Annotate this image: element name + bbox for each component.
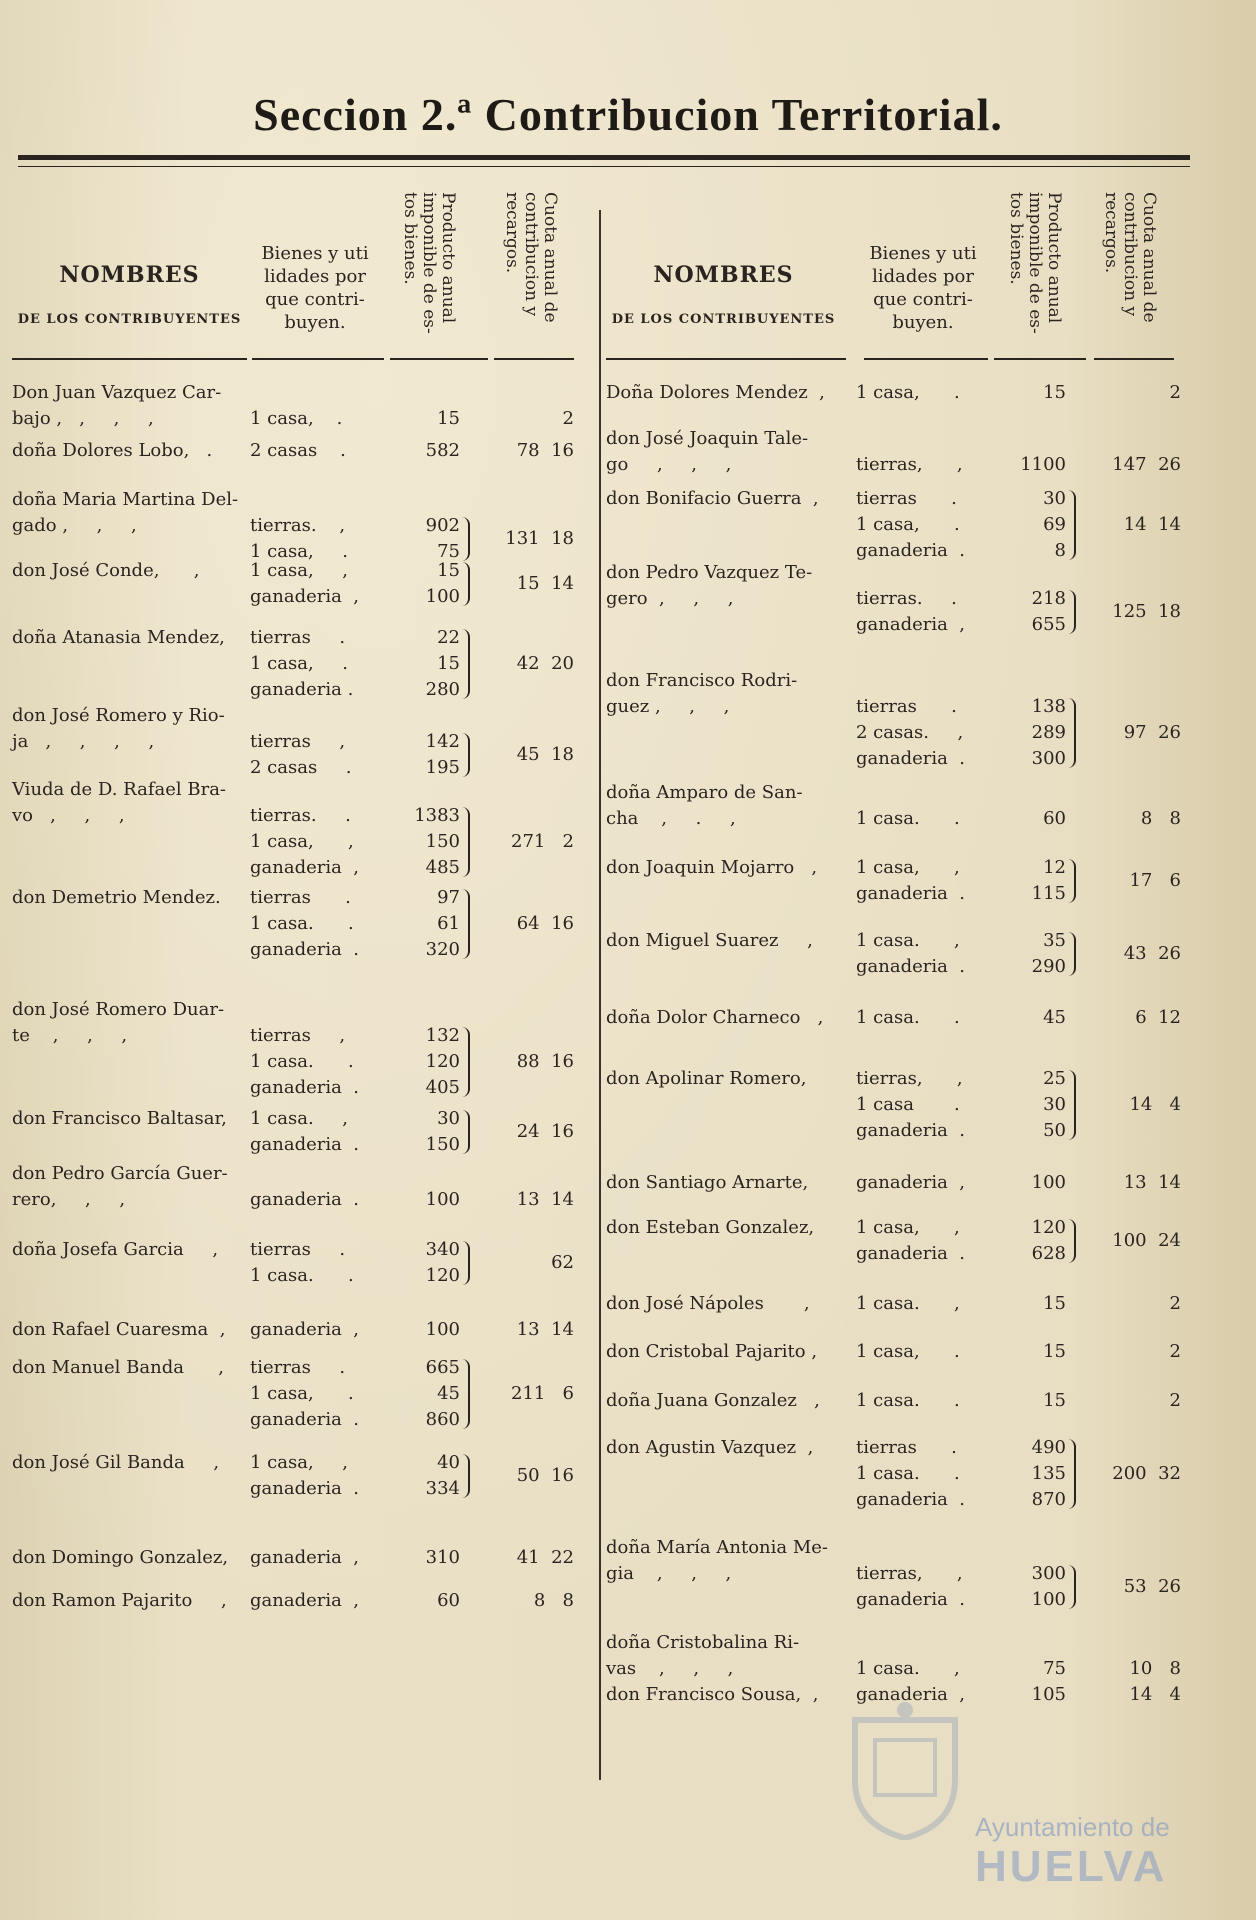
annual-product-values: 142 195: [425, 731, 460, 778]
annual-quota: 211 6: [511, 1383, 574, 1404]
annual-quota: 88 16: [516, 1051, 574, 1072]
contributor-name: don Esteban Gonzalez,: [606, 1217, 815, 1238]
watermark-line1: Ayuntamiento de: [975, 1812, 1170, 1842]
header-bienes: Bienes y uti lidades por que contri- buyen.: [869, 243, 977, 333]
annual-quota: 45 18: [516, 744, 574, 765]
brace-mark: [1068, 1439, 1076, 1509]
annual-product-values: 490 135 870: [1031, 1437, 1066, 1510]
annual-product-values: 15 100: [425, 560, 460, 607]
property-items: tierras, , ganaderia .: [856, 1563, 966, 1610]
contributor-name: don José Joaquin Tale- go , , ,: [606, 428, 809, 475]
annual-product-values: 15: [437, 408, 460, 429]
contributor-name: don Miguel Suarez ,: [606, 930, 813, 951]
brace-mark: [1068, 590, 1076, 634]
property-items: tierras . 1 casa. . ganaderia .: [856, 1437, 966, 1510]
property-items: tierras . 1 casa, . ganaderia .: [250, 627, 354, 700]
contributor-name: don Joaquin Mojarro ,: [606, 857, 818, 878]
brace-mark: [462, 562, 470, 606]
contributor-name: don Francisco Baltasar,: [12, 1108, 227, 1129]
contributor-name: don Manuel Banda ,: [12, 1357, 225, 1378]
annual-product-values: 105: [1031, 1684, 1066, 1705]
annual-product-values: 1383 150 485: [414, 805, 460, 878]
brace-mark: [462, 1027, 470, 1097]
annual-product-values: 120 628: [1031, 1217, 1066, 1264]
annual-product-values: 15: [1043, 1293, 1066, 1314]
header-underline: [864, 358, 988, 360]
annual-product-values: 582: [425, 440, 460, 461]
annual-quota: 100 24: [1112, 1230, 1181, 1251]
annual-product-values: 22 15 280: [425, 627, 460, 700]
brace-mark: [462, 1454, 470, 1498]
annual-quota: 14 4: [1129, 1684, 1181, 1705]
annual-quota: 2: [562, 408, 574, 429]
contributor-name: don Cristobal Pajarito ,: [606, 1341, 818, 1362]
property-items: tierras , 1 casa. . ganaderia .: [250, 1025, 360, 1098]
crest-icon: [845, 1700, 965, 1840]
contributor-name: doña Maria Martina Del- gado , , ,: [12, 489, 239, 536]
title-rule: [18, 155, 1190, 160]
brace-mark: [1068, 1219, 1076, 1263]
annual-quota: 42 20: [516, 653, 574, 674]
annual-product-values: 665 45 860: [425, 1357, 460, 1430]
contributor-name: Don Juan Vazquez Car- bajo , , , ,: [12, 382, 222, 429]
annual-product-values: 25 30 50: [1043, 1068, 1066, 1141]
annual-product-values: 902 75: [425, 515, 460, 562]
property-items: tierras. . ganaderia ,: [856, 588, 966, 635]
header-bienes: Bienes y uti lidades por que contri- buyen.: [261, 243, 369, 333]
annual-product-values: 15: [1043, 1341, 1066, 1362]
contributor-name: don Rafael Cuaresma ,: [12, 1319, 226, 1340]
property-items: tierras . 1 casa, . ganaderia .: [250, 1357, 360, 1430]
annual-quota: 10 8: [1129, 1658, 1181, 1679]
header-nombres-label: NOMBRES: [59, 262, 200, 288]
contributor-name: doña Juana Gonzalez ,: [606, 1390, 820, 1411]
annual-quota: 24 16: [516, 1121, 574, 1142]
column-header: [606, 190, 1186, 360]
brace-mark: [462, 1359, 470, 1429]
contributor-name: don José Gil Banda ,: [12, 1452, 220, 1473]
header-nombres: [12, 262, 247, 327]
property-items: 1 casa. ,: [856, 1658, 960, 1679]
annual-quota: 43 26: [1123, 943, 1181, 964]
property-items: 1 casa. .: [856, 1390, 960, 1411]
header-nombres: [606, 262, 841, 327]
annual-product-values: 30 150: [425, 1108, 460, 1155]
annual-product-values: 340 120: [425, 1239, 460, 1286]
header-underline: [1094, 358, 1174, 360]
brace-mark: [1068, 490, 1076, 560]
annual-product-values: 35 290: [1031, 930, 1066, 977]
column-header: [12, 190, 577, 360]
annual-quota: 13 14: [516, 1189, 574, 1210]
property-items: tierras. . 1 casa, , ganaderia ,: [250, 805, 360, 878]
property-items: tierras . 1 casa. . ganaderia .: [250, 887, 360, 960]
brace-mark: [1068, 698, 1076, 768]
header-underline: [12, 358, 247, 360]
contributor-name: doña María Antonia Me- gia , , ,: [606, 1537, 829, 1584]
annual-product-values: 15: [1043, 1390, 1066, 1411]
header-underline: [252, 358, 384, 360]
contributor-name: doña Amparo de San- cha , . ,: [606, 782, 803, 829]
contributor-name: Viuda de D. Rafael Bra- vo , , ,: [12, 779, 227, 826]
contributor-name: doña Dolor Charneco ,: [606, 1007, 824, 1028]
annual-quota: 2: [1169, 1293, 1181, 1314]
page-title: Seccion 2.ª Contribucion Territorial.: [253, 89, 1003, 140]
property-items: 1 casa. .: [856, 1007, 960, 1028]
contributor-name: doña Dolores Lobo, .: [12, 440, 213, 461]
annual-quota: 17 6: [1129, 870, 1181, 891]
annual-product-values: 75: [1043, 1658, 1066, 1679]
header-contribuyentes-label: DE LOS CONTRIBUYENTES: [17, 312, 242, 327]
annual-quota: 271 2: [511, 831, 574, 852]
annual-quota: 14 14: [1123, 514, 1181, 535]
brace-mark: [1068, 1070, 1076, 1140]
contributor-name: don Demetrio Mendez.: [12, 887, 221, 908]
brace-mark: [1068, 859, 1076, 903]
property-items: tierras . 2 casas. , ganaderia .: [856, 696, 966, 769]
property-items: ganaderia ,: [250, 1547, 360, 1568]
annual-quota: 6 12: [1135, 1007, 1181, 1028]
annual-product-values: 310: [425, 1547, 460, 1568]
contributor-name: doña Josefa Garcia ,: [12, 1239, 219, 1260]
annual-quota: 15 14: [516, 573, 574, 594]
contributor-name: don Apolinar Romero,: [606, 1068, 807, 1089]
property-items: 1 casa. , ganaderia .: [856, 930, 966, 977]
property-items: 1 casa, .: [250, 408, 343, 429]
annual-quota: 53 26: [1123, 1576, 1181, 1597]
watermark-line2: HUELVA: [975, 1842, 1168, 1891]
property-items: ganaderia ,: [856, 1172, 966, 1193]
annual-quota: 13 14: [516, 1319, 574, 1340]
annual-product-values: 218 655: [1031, 588, 1066, 635]
property-items: 1 casa. .: [856, 808, 960, 829]
annual-quota: 50 16: [516, 1465, 574, 1486]
title-rule-thin: [18, 166, 1190, 167]
property-items: tierras . 1 casa, . ganaderia .: [856, 488, 966, 561]
annual-product-values: 100: [425, 1319, 460, 1340]
brace-mark: [1068, 932, 1076, 976]
annual-quota: 200 32: [1112, 1463, 1181, 1484]
annual-product-values: 40 334: [425, 1452, 460, 1499]
header-contribuyentes-label: DE LOS CONTRIBUYENTES: [611, 312, 836, 327]
annual-quota: 2: [1169, 1341, 1181, 1362]
property-items: 1 casa, , ganaderia .: [856, 1217, 966, 1264]
annual-product-values: 100: [425, 1189, 460, 1210]
header-nombres-label: NOMBRES: [653, 262, 794, 288]
annual-product-values: 138 289 300: [1031, 696, 1066, 769]
contributor-name: don Domingo Gonzalez,: [12, 1547, 229, 1568]
annual-product-values: 30 69 8: [1043, 488, 1066, 561]
property-items: 1 casa, , ganaderia .: [856, 857, 966, 904]
annual-quota: 41 22: [516, 1547, 574, 1568]
contributor-name: don Ramon Pajarito ,: [12, 1590, 227, 1611]
contributor-name: don Bonifacio Guerra ,: [606, 488, 819, 509]
property-items: tierras . 1 casa. .: [250, 1239, 354, 1286]
property-items: 1 casa, .: [856, 1341, 960, 1362]
annual-product-values: 1100: [1020, 454, 1066, 475]
brace-mark: [462, 889, 470, 959]
property-items: tierras , 2 casas .: [250, 731, 352, 778]
brace-mark: [462, 1110, 470, 1154]
contributor-name: don Agustin Vazquez ,: [606, 1437, 814, 1458]
header-underline: [390, 358, 488, 360]
property-items: 1 casa. , ganaderia .: [250, 1108, 360, 1155]
brace-mark: [462, 1241, 470, 1285]
property-items: ganaderia ,: [856, 1684, 966, 1705]
property-items: ganaderia .: [250, 1189, 360, 1210]
annual-quota: 131 18: [505, 528, 574, 549]
contributor-name: don Santiago Arnarte,: [606, 1172, 809, 1193]
header-producto: Producto anual imponible de es- tos bienes.: [1006, 192, 1064, 334]
brace-mark: [462, 629, 470, 699]
annual-product-values: 97 61 320: [425, 887, 460, 960]
brace-mark: [462, 517, 470, 561]
annual-quota: 8 8: [1140, 808, 1181, 829]
property-items: 2 casas .: [250, 440, 346, 461]
contributor-name: don José Romero Duar- te , , ,: [12, 999, 225, 1046]
annual-quota: 14 4: [1129, 1094, 1181, 1115]
annual-product-values: 12 115: [1031, 857, 1066, 904]
annual-product-values: 300 100: [1031, 1563, 1066, 1610]
contributor-name: don Pedro Vazquez Te- gero , , ,: [606, 562, 813, 609]
annual-product-values: 100: [1031, 1172, 1066, 1193]
header-producto: Producto anual imponible de es- tos bienes.: [400, 192, 458, 334]
annual-quota: 97 26: [1123, 722, 1181, 743]
brace-mark: [462, 807, 470, 877]
annual-quota: 2: [1169, 382, 1181, 403]
contributor-name: don José Conde, ,: [12, 560, 200, 581]
property-items: 1 casa, , ganaderia ,: [250, 560, 360, 607]
annual-product-values: 15: [1043, 382, 1066, 403]
header-underline: [606, 358, 846, 360]
contributor-name: don Francisco Rodri- guez , , ,: [606, 670, 798, 717]
property-items: tierras, ,: [856, 454, 963, 475]
brace-mark: [462, 733, 470, 777]
annual-quota: 78 16: [516, 440, 574, 461]
annual-quota: 125 18: [1112, 601, 1181, 622]
header-underline: [994, 358, 1086, 360]
annual-quota: 64 16: [516, 913, 574, 934]
header-cuota: Cuota anual de contribucion y recargos.: [1101, 192, 1159, 323]
annual-quota: 8 8: [533, 1590, 574, 1611]
property-items: ganaderia ,: [250, 1590, 360, 1611]
header-cuota: Cuota anual de contribucion y recargos.: [502, 192, 560, 323]
annual-product-values: 60: [1043, 808, 1066, 829]
contributor-name: don José Nápoles ,: [606, 1293, 810, 1314]
property-items: tierras, , 1 casa . ganaderia .: [856, 1068, 966, 1141]
contributor-name: doña Cristobalina Ri- vas , , ,: [606, 1632, 800, 1679]
annual-quota: 147 26: [1112, 454, 1181, 475]
contributor-name: don Pedro García Guer- rero, , ,: [12, 1163, 228, 1210]
brace-mark: [1068, 1565, 1076, 1609]
property-items: 1 casa. ,: [856, 1293, 960, 1314]
property-items: 1 casa, , ganaderia .: [250, 1452, 360, 1499]
property-items: ganaderia ,: [250, 1319, 360, 1340]
contributor-name: don José Romero y Rio- ja , , , ,: [12, 705, 225, 752]
annual-product-values: 132 120 405: [425, 1025, 460, 1098]
annual-product-values: 45: [1043, 1007, 1066, 1028]
contributor-name: Doña Dolores Mendez ,: [606, 382, 825, 403]
column-separator: [599, 210, 601, 1780]
annual-quota: 2: [1169, 1390, 1181, 1411]
contributor-name: don Francisco Sousa, ,: [606, 1684, 819, 1705]
contributor-name: doña Atanasia Mendez,: [12, 627, 225, 648]
annual-quota: 13 14: [1123, 1172, 1181, 1193]
property-items: 1 casa, .: [856, 382, 960, 403]
header-underline: [494, 358, 574, 360]
annual-quota: 62: [551, 1252, 574, 1273]
property-items: tierras. , 1 casa, .: [250, 515, 349, 562]
annual-product-values: 60: [437, 1590, 460, 1611]
